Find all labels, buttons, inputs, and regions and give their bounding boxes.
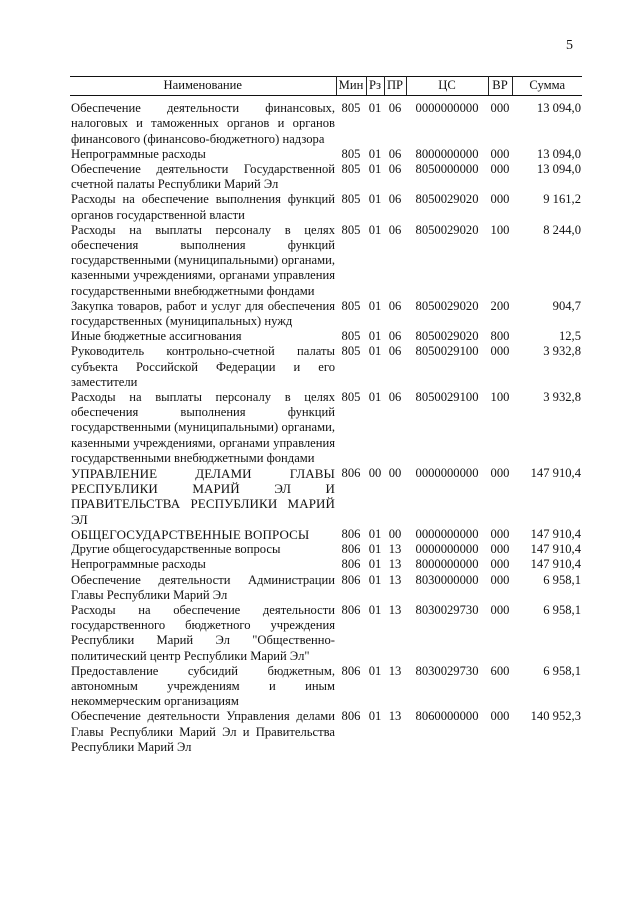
- cell-min: 806: [341, 602, 361, 617]
- table-row: [70, 603, 582, 664]
- cell-vr: 100: [490, 222, 510, 237]
- cell-cs: 0000000000: [415, 466, 479, 481]
- cell-sum: 147 910,4: [530, 542, 581, 557]
- cell-vr: 800: [490, 329, 510, 344]
- cell-rz: 01: [368, 298, 382, 313]
- cell-min: 806: [341, 466, 361, 481]
- cell-sum: 147 910,4: [530, 557, 581, 572]
- cell-name: Обеспечение деятельности Администрации Главы Республики Марий Эл: [71, 572, 335, 602]
- cell-pr: 13: [388, 709, 402, 724]
- cell-min: 806: [341, 526, 361, 541]
- cell-name: Другие общегосударственные вопросы: [71, 542, 281, 557]
- cell-sum: 6 958,1: [543, 663, 581, 678]
- header-min: Мин: [336, 77, 366, 96]
- cell-min: 806: [341, 572, 361, 587]
- table-row: [70, 557, 582, 572]
- cell-cs: 8000000000: [415, 146, 479, 161]
- table-row: [70, 709, 582, 755]
- cell-cs: 8030029730: [415, 602, 479, 617]
- cell-pr: 06: [388, 298, 402, 313]
- cell-name: Закупка товаров, работ и услуг для обеспечения государственных (муниципальных) нужд: [71, 298, 335, 329]
- cell-pr: 06: [388, 329, 402, 344]
- cell-pr: 13: [388, 572, 402, 587]
- table-row: [70, 466, 582, 527]
- cell-min: 805: [341, 344, 361, 359]
- cell-pr: 13: [388, 557, 402, 572]
- page-number: 5: [566, 38, 573, 53]
- cell-cs: 0000000000: [415, 526, 479, 541]
- cell-pr: 13: [388, 663, 402, 678]
- cell-cs: 0000000000: [415, 542, 479, 557]
- header-cs: ЦС: [406, 77, 488, 96]
- table-body: [70, 96, 582, 755]
- cell-rz: 01: [368, 344, 382, 359]
- cell-vr: 000: [490, 602, 510, 617]
- cell-cs: 8060000000: [415, 709, 479, 724]
- cell-name: Иные бюджетные ассигнования: [71, 329, 242, 344]
- cell-name: Предоставление субсидий бюджетным, автономным учреждениям и иным некоммерческим организациям: [71, 663, 335, 709]
- table-row: [70, 344, 582, 390]
- cell-rz: 01: [368, 192, 382, 207]
- cell-pr: 06: [388, 162, 402, 177]
- cell-sum: 140 952,3: [530, 709, 581, 724]
- cell-sum: 9 161,2: [543, 192, 581, 207]
- cell-cs: 8030000000: [415, 572, 479, 587]
- cell-pr: 13: [388, 542, 402, 557]
- cell-sum: 6 958,1: [543, 572, 581, 587]
- cell-name: Обеспечение деятельности Государственной счетной палаты Республики Марий Эл: [71, 162, 335, 192]
- cell-rz: 01: [368, 222, 382, 237]
- cell-pr: 06: [388, 192, 402, 207]
- cell-min: 805: [341, 101, 361, 116]
- header-pr: ПР: [384, 77, 406, 96]
- table-row: [70, 573, 582, 603]
- cell-vr: 100: [490, 390, 510, 405]
- table-row: [70, 299, 582, 329]
- cell-name: Расходы на выплаты персоналу в целях обеспечения выполнения функций государственными (муниципальными) органами, казенными учреждениями, органами управления государственными внебюджетными фондами: [71, 222, 335, 298]
- table-row: [70, 162, 582, 192]
- cell-name: Руководитель контрольно-счетной палаты субъекта Российской Федерации и его заместители: [71, 344, 335, 389]
- table-header: [70, 77, 582, 96]
- cell-name: Расходы на обеспечение деятельности государственного бюджетного учреждения Республики Марий Эл "Общественно-политический центр Республики Марий Эл": [71, 602, 335, 663]
- cell-rz: 01: [368, 602, 382, 617]
- cell-name: Расходы на выплаты персоналу в целях обеспечения выполнения функций государственными (муниципальными) органами, казенными учреждениями, органами управления государственными внебюджетными фондами: [71, 390, 335, 465]
- cell-vr: 600: [490, 663, 510, 678]
- cell-pr: 06: [388, 222, 402, 237]
- cell-min: 805: [341, 192, 361, 207]
- cell-rz: 01: [368, 329, 382, 344]
- cell-rz: 01: [368, 390, 382, 405]
- cell-cs: 8050029100: [415, 390, 479, 405]
- cell-vr: 000: [490, 709, 510, 724]
- cell-sum: 13 094,0: [536, 146, 581, 161]
- cell-cs: 8050029020: [415, 298, 479, 313]
- cell-name: Расходы на обеспечение выполнения функций органов государственной власти: [71, 192, 335, 222]
- cell-vr: 000: [490, 557, 510, 572]
- cell-sum: 8 244,0: [543, 222, 581, 237]
- table-row: [70, 542, 582, 557]
- cell-vr: 000: [490, 572, 510, 587]
- cell-pr: 06: [388, 146, 402, 161]
- cell-rz: 01: [368, 557, 382, 572]
- cell-sum: 12,5: [558, 329, 581, 344]
- cell-name: Обеспечение деятельности финансовых, налоговых и таможенных органов и органов финансового (финансово-бюджетного) надзора: [71, 101, 335, 146]
- cell-vr: 000: [490, 146, 510, 161]
- header-sum: Сумма: [512, 77, 582, 96]
- table-row: [70, 527, 582, 542]
- cell-sum: 3 932,8: [543, 344, 581, 359]
- cell-min: 806: [341, 542, 361, 557]
- cell-cs: 0000000000: [415, 101, 479, 116]
- cell-cs: 8000000000: [415, 557, 479, 572]
- cell-min: 805: [341, 329, 361, 344]
- cell-name: УПРАВЛЕНИЕ ДЕЛАМИ ГЛАВЫ РЕСПУБЛИКИ МАРИЙ ЭЛ И ПРАВИТЕЛЬСТВА РЕСПУБЛИКИ МАРИЙ ЭЛ: [71, 466, 335, 527]
- cell-rz: 01: [368, 146, 382, 161]
- cell-vr: 000: [490, 162, 510, 177]
- cell-pr: 06: [388, 344, 402, 359]
- cell-cs: 8050029020: [415, 192, 479, 207]
- budget-table: [70, 76, 582, 755]
- cell-sum: 6 958,1: [543, 602, 581, 617]
- cell-min: 805: [341, 298, 361, 313]
- cell-min: 806: [341, 709, 361, 724]
- cell-rz: 01: [368, 709, 382, 724]
- cell-cs: 8050029100: [415, 344, 479, 359]
- cell-rz: 00: [368, 466, 382, 481]
- cell-rz: 01: [368, 101, 382, 116]
- cell-sum: 904,7: [552, 298, 581, 313]
- cell-vr: 000: [490, 344, 510, 359]
- table-row: [70, 192, 582, 222]
- cell-sum: 13 094,0: [536, 101, 581, 116]
- cell-sum: 147 910,4: [530, 466, 581, 481]
- cell-vr: 000: [490, 192, 510, 207]
- cell-rz: 01: [368, 526, 382, 541]
- cell-cs: 8050029020: [415, 329, 479, 344]
- cell-name: ОБЩЕГОСУДАРСТВЕННЫЕ ВОПРОСЫ: [71, 526, 310, 542]
- cell-vr: 000: [490, 526, 510, 541]
- cell-sum: 147 910,4: [530, 526, 581, 541]
- cell-min: 806: [341, 557, 361, 572]
- table-row: [70, 664, 582, 710]
- cell-vr: 000: [490, 542, 510, 557]
- cell-vr: 200: [490, 298, 510, 313]
- table-row: [70, 390, 582, 466]
- cell-cs: 8050029020: [415, 222, 479, 237]
- cell-name: Обеспечение деятельности Управления делами Главы Республики Марий Эл и Правительства Республики Марий Эл: [71, 709, 335, 754]
- cell-pr: 00: [388, 466, 402, 481]
- cell-sum: 3 932,8: [543, 390, 581, 405]
- cell-pr: 00: [388, 526, 402, 541]
- cell-min: 805: [341, 222, 361, 237]
- table-row: [70, 329, 582, 344]
- cell-rz: 01: [368, 663, 382, 678]
- cell-cs: 8030029730: [415, 663, 479, 678]
- header-name: Наименование: [70, 77, 336, 96]
- cell-min: 806: [341, 663, 361, 678]
- cell-min: 805: [341, 146, 361, 161]
- cell-pr: 13: [388, 602, 402, 617]
- cell-name: Непрограммные расходы: [71, 146, 206, 161]
- header-rz: Рз: [366, 77, 384, 96]
- table-row: [70, 96, 582, 147]
- cell-min: 805: [341, 162, 361, 177]
- cell-rz: 01: [368, 542, 382, 557]
- table-row: [70, 223, 582, 299]
- cell-min: 805: [341, 390, 361, 405]
- cell-cs: 8050000000: [415, 162, 479, 177]
- cell-name: Непрограммные расходы: [71, 557, 206, 572]
- cell-vr: 000: [490, 101, 510, 116]
- cell-sum: 13 094,0: [536, 162, 581, 177]
- cell-rz: 01: [368, 162, 382, 177]
- table-row: [70, 147, 582, 162]
- cell-vr: 000: [490, 466, 510, 481]
- header-vr: ВР: [488, 77, 512, 96]
- cell-rz: 01: [368, 572, 382, 587]
- cell-pr: 06: [388, 390, 402, 405]
- cell-pr: 06: [388, 101, 402, 116]
